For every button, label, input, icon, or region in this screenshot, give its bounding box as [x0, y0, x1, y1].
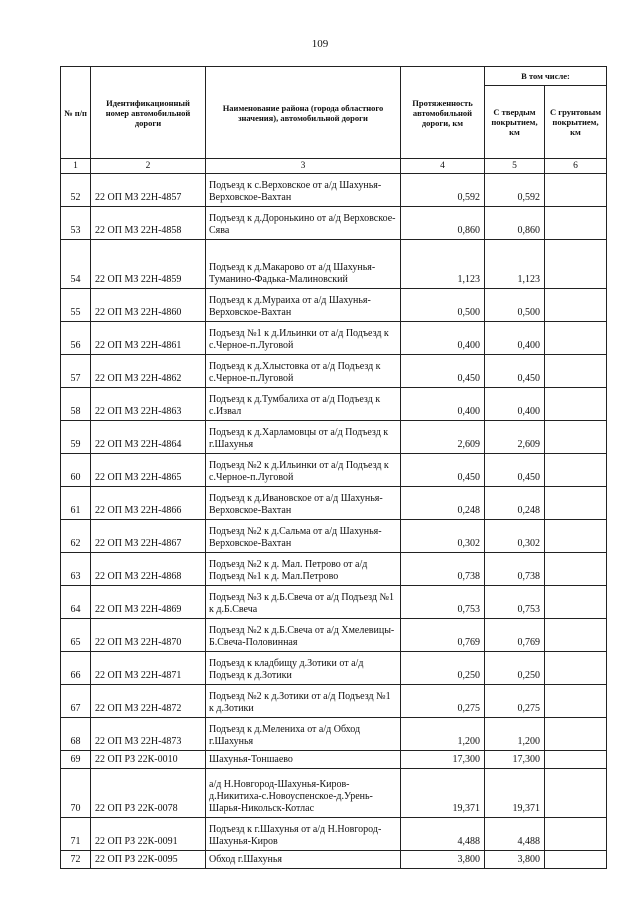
- table-row: [61, 718, 607, 751]
- header-length: Протяженность автомобильной дороги, км: [401, 67, 485, 159]
- row-number: 54: [61, 240, 91, 289]
- road-name: Подъезд к д.Ивановское от а/д Шахунья-Верховское-Вахтан: [206, 487, 401, 520]
- row-number: 69: [61, 751, 91, 769]
- column-number: 3: [206, 159, 401, 174]
- hard-surface-length: 1,200: [485, 718, 545, 751]
- road-id: 22 ОП МЗ 22Н-4866: [91, 487, 206, 520]
- road-name: Подъезд к д.Мелениха от а/д Обход г.Шахунья: [206, 718, 401, 751]
- hard-surface-length: 0,450: [485, 454, 545, 487]
- table-row: [61, 553, 607, 586]
- table-row: [61, 769, 607, 818]
- road-id: 22 ОП МЗ 22Н-4858: [91, 207, 206, 240]
- row-number: 61: [61, 487, 91, 520]
- column-number: 1: [61, 159, 91, 174]
- header-hard: С твердым покрытием, км: [485, 86, 545, 159]
- road-name: Подъезд к д.Хлыстовка от а/д Подъезд к с.Черное-п.Луговой: [206, 355, 401, 388]
- hard-surface-length: 0,769: [485, 619, 545, 652]
- row-number: 67: [61, 685, 91, 718]
- row-number: 65: [61, 619, 91, 652]
- road-id: 22 ОП РЗ 22К-0078: [91, 769, 206, 818]
- road-name: Подъезд №2 к д. Мал. Петрово от а/д Подъезд №1 к д. Мал.Петрово: [206, 553, 401, 586]
- hard-surface-length: 0,753: [485, 586, 545, 619]
- row-number: 68: [61, 718, 91, 751]
- dirt-surface-length: [545, 421, 607, 454]
- road-name: Подъезд №2 к д.Ильинки от а/д Подъезд к с.Черное-п.Луговой: [206, 454, 401, 487]
- road-name: Подъезд №2 к д.Сальма от а/д Шахунья-Верховское-Вахтан: [206, 520, 401, 553]
- road-id: 22 ОП МЗ 22Н-4864: [91, 421, 206, 454]
- road-id: 22 ОП РЗ 22К-0095: [91, 851, 206, 869]
- road-name: Подъезд №2 к д.Б.Свеча от а/д Хмелевицы-Б.Свеча-Половинная: [206, 619, 401, 652]
- road-name: Подъезд к д.Тумбалиха от а/д Подъезд к с.Извал: [206, 388, 401, 421]
- dirt-surface-length: [545, 851, 607, 869]
- road-length: 1,200: [401, 718, 485, 751]
- road-name: а/д Н.Новгород-Шахунья-Киров-д.Никитиха-с.Новоуспенское-д.Урень-Шарья-Никольск-Котлас: [206, 769, 401, 818]
- dirt-surface-length: [545, 652, 607, 685]
- road-length: 2,609: [401, 421, 485, 454]
- hard-surface-length: 3,800: [485, 851, 545, 869]
- hard-surface-length: 17,300: [485, 751, 545, 769]
- road-name: Подъезд к д.Доронькино от а/д Верховское-Сява: [206, 207, 401, 240]
- row-number: 60: [61, 454, 91, 487]
- road-id: 22 ОП МЗ 22Н-4871: [91, 652, 206, 685]
- table-row: [61, 355, 607, 388]
- hard-surface-length: 2,609: [485, 421, 545, 454]
- header-dirt: С грунтовым покрытием, км: [545, 86, 607, 159]
- road-name: Подъезд №1 к д.Ильинки от а/д Подъезд к с.Черное-п.Луговой: [206, 322, 401, 355]
- hard-surface-length: 0,400: [485, 388, 545, 421]
- road-id: 22 ОП МЗ 22Н-4873: [91, 718, 206, 751]
- road-name: Подъезд к с.Верховское от а/д Шахунья-Верховское-Вахтан: [206, 174, 401, 207]
- road-length: 0,860: [401, 207, 485, 240]
- dirt-surface-length: [545, 520, 607, 553]
- road-id: 22 ОП РЗ 22К-0091: [91, 818, 206, 851]
- dirt-surface-length: [545, 586, 607, 619]
- row-number: 57: [61, 355, 91, 388]
- dirt-surface-length: [545, 685, 607, 718]
- road-id: 22 ОП МЗ 22Н-4867: [91, 520, 206, 553]
- road-length: 19,371: [401, 769, 485, 818]
- road-name: Шахунья-Тоншаево: [206, 751, 401, 769]
- header-no: № п/п: [61, 67, 91, 159]
- table-row: [61, 240, 607, 289]
- hard-surface-length: 0,500: [485, 289, 545, 322]
- road-name: Подъезд №2 к д.Зотики от а/д Подъезд №1 к д.Зотики: [206, 685, 401, 718]
- row-number: 53: [61, 207, 91, 240]
- row-number: 58: [61, 388, 91, 421]
- row-number: 66: [61, 652, 91, 685]
- road-length: 0,500: [401, 289, 485, 322]
- column-numbers-row: [61, 159, 607, 174]
- road-id: 22 ОП МЗ 22Н-4872: [91, 685, 206, 718]
- header-name: Наименование района (города областного значения), автомобильной дороги: [206, 67, 401, 159]
- dirt-surface-length: [545, 454, 607, 487]
- table-row: [61, 207, 607, 240]
- dirt-surface-length: [545, 388, 607, 421]
- road-name: Подъезд к д.Харламовцы от а/д Подъезд к г.Шахунья: [206, 421, 401, 454]
- table-row: [61, 652, 607, 685]
- hard-surface-length: 1,123: [485, 240, 545, 289]
- road-id: 22 ОП МЗ 22Н-4869: [91, 586, 206, 619]
- dirt-surface-length: [545, 751, 607, 769]
- hard-surface-length: 0,302: [485, 520, 545, 553]
- road-id: 22 ОП РЗ 22К-0010: [91, 751, 206, 769]
- dirt-surface-length: [545, 174, 607, 207]
- row-number: 52: [61, 174, 91, 207]
- dirt-surface-length: [545, 553, 607, 586]
- road-name: Обход г.Шахунья: [206, 851, 401, 869]
- dirt-surface-length: [545, 355, 607, 388]
- table-row: [61, 818, 607, 851]
- road-id: 22 ОП МЗ 22Н-4868: [91, 553, 206, 586]
- row-number: 72: [61, 851, 91, 869]
- dirt-surface-length: [545, 322, 607, 355]
- road-name: Подъезд №3 к д.Б.Свеча от а/д Подъезд №1 к д.Б.Свеча: [206, 586, 401, 619]
- header-id: Идентификационный номер автомобильной дороги: [91, 67, 206, 159]
- table-row: [61, 174, 607, 207]
- road-id: 22 ОП МЗ 22Н-4863: [91, 388, 206, 421]
- dirt-surface-length: [545, 240, 607, 289]
- table-row: [61, 289, 607, 322]
- row-number: 59: [61, 421, 91, 454]
- table-row: [61, 454, 607, 487]
- hard-surface-length: 4,488: [485, 818, 545, 851]
- road-length: 0,592: [401, 174, 485, 207]
- dirt-surface-length: [545, 769, 607, 818]
- dirt-surface-length: [545, 718, 607, 751]
- road-name: Подъезд к г.Шахунья от а/д Н.Новгород-Шахунья-Киров: [206, 818, 401, 851]
- road-length: 3,800: [401, 851, 485, 869]
- table-row: [61, 586, 607, 619]
- header-including: В том числе:: [485, 67, 607, 86]
- dirt-surface-length: [545, 818, 607, 851]
- road-length: 17,300: [401, 751, 485, 769]
- row-number: 56: [61, 322, 91, 355]
- row-number: 63: [61, 553, 91, 586]
- hard-surface-length: 0,275: [485, 685, 545, 718]
- row-number: 71: [61, 818, 91, 851]
- row-number: 64: [61, 586, 91, 619]
- road-length: 0,275: [401, 685, 485, 718]
- road-length: 1,123: [401, 240, 485, 289]
- table-row: [61, 751, 607, 769]
- table-row: [61, 487, 607, 520]
- table-row: [61, 388, 607, 421]
- road-length: 0,400: [401, 388, 485, 421]
- road-length: 0,302: [401, 520, 485, 553]
- road-id: 22 ОП МЗ 22Н-4859: [91, 240, 206, 289]
- road-length: 0,450: [401, 355, 485, 388]
- table-row: [61, 851, 607, 869]
- table-row: [61, 520, 607, 553]
- hard-surface-length: 19,371: [485, 769, 545, 818]
- table-row: [61, 322, 607, 355]
- dirt-surface-length: [545, 289, 607, 322]
- table-row: [61, 619, 607, 652]
- road-id: 22 ОП МЗ 22Н-4862: [91, 355, 206, 388]
- hard-surface-length: 0,860: [485, 207, 545, 240]
- column-number: 4: [401, 159, 485, 174]
- hard-surface-length: 0,250: [485, 652, 545, 685]
- road-length: 0,753: [401, 586, 485, 619]
- roads-table: [60, 66, 607, 869]
- road-id: 22 ОП МЗ 22Н-4865: [91, 454, 206, 487]
- row-number: 62: [61, 520, 91, 553]
- row-number: 70: [61, 769, 91, 818]
- hard-surface-length: 0,248: [485, 487, 545, 520]
- road-id: 22 ОП МЗ 22Н-4870: [91, 619, 206, 652]
- road-name: Подъезд к кладбищу д.Зотики от а/д Подъезд к д.Зотики: [206, 652, 401, 685]
- hard-surface-length: 0,738: [485, 553, 545, 586]
- column-number: 2: [91, 159, 206, 174]
- road-length: 0,400: [401, 322, 485, 355]
- road-name: Подъезд к д.Макарово от а/д Шахунья-Туманино-Фадька-Малиновский: [206, 240, 401, 289]
- dirt-surface-length: [545, 207, 607, 240]
- dirt-surface-length: [545, 487, 607, 520]
- road-name: Подъезд к д.Мураиха от а/д Шахунья-Верховское-Вахтан: [206, 289, 401, 322]
- hard-surface-length: 0,400: [485, 322, 545, 355]
- road-id: 22 ОП МЗ 22Н-4857: [91, 174, 206, 207]
- dirt-surface-length: [545, 619, 607, 652]
- road-length: 0,450: [401, 454, 485, 487]
- page-number: 109: [311, 38, 329, 50]
- road-length: 0,248: [401, 487, 485, 520]
- hard-surface-length: 0,450: [485, 355, 545, 388]
- road-length: 4,488: [401, 818, 485, 851]
- road-id: 22 ОП МЗ 22Н-4861: [91, 322, 206, 355]
- road-length: 0,769: [401, 619, 485, 652]
- table-row: [61, 685, 607, 718]
- column-number: 6: [545, 159, 607, 174]
- table-row: [61, 421, 607, 454]
- road-id: 22 ОП МЗ 22Н-4860: [91, 289, 206, 322]
- road-length: 0,738: [401, 553, 485, 586]
- row-number: 55: [61, 289, 91, 322]
- road-length: 0,250: [401, 652, 485, 685]
- column-number: 5: [485, 159, 545, 174]
- hard-surface-length: 0,592: [485, 174, 545, 207]
